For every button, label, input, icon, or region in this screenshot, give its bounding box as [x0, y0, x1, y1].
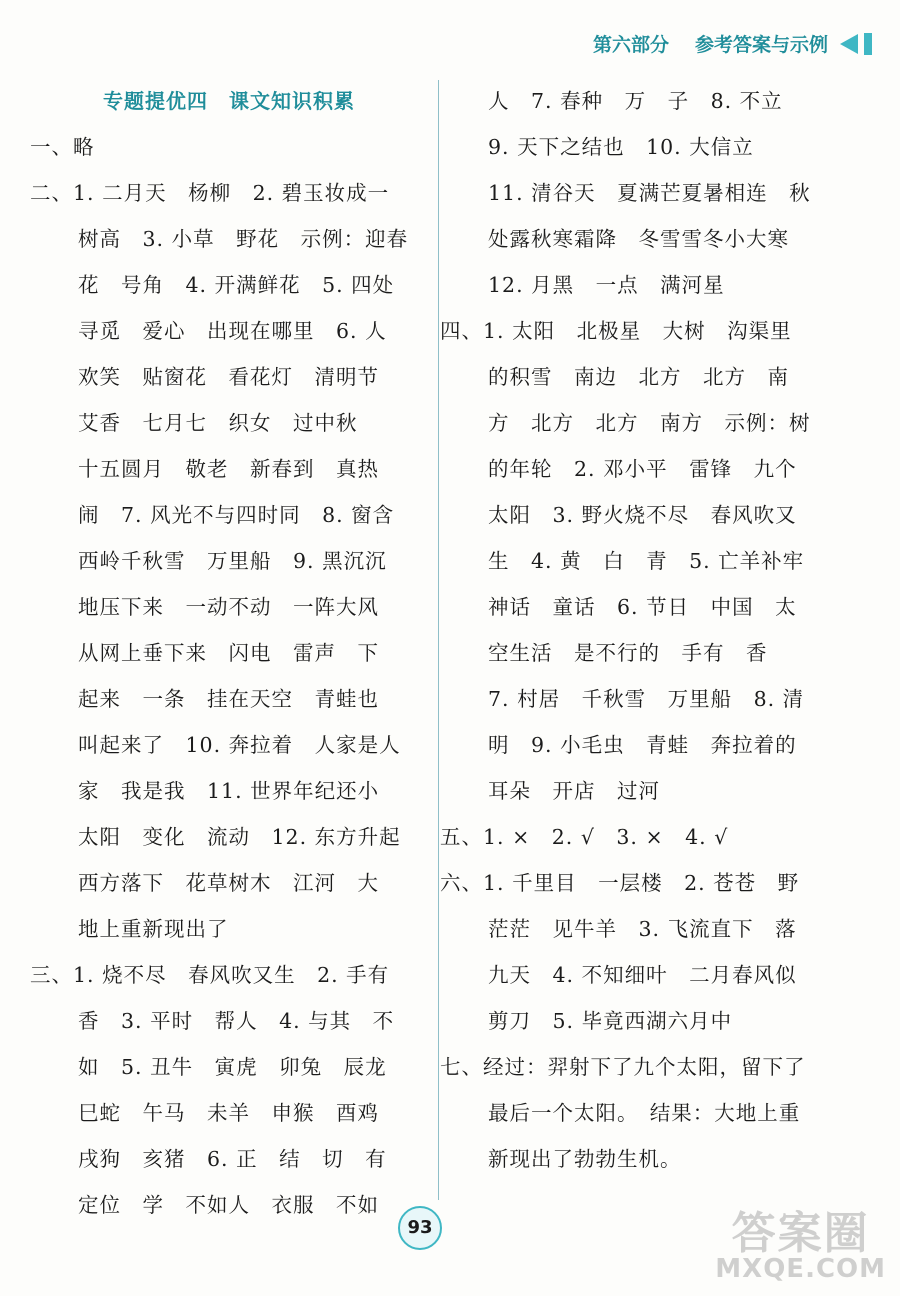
right-column [440, 78, 832, 1182]
watermark-line2: MXQE.COM [715, 1254, 886, 1284]
answer-line: 剪刀 5. 毕竟西湖六月中 [488, 1009, 733, 1033]
answer-line: 最后一个太阳。 结果：大地上重 [488, 1101, 801, 1125]
answer-line: 一、略 [30, 135, 95, 159]
answer-line: 新现出了勃勃生机。 [488, 1147, 682, 1171]
answer-line: 从网上垂下来 闪电 雷声 下 [78, 641, 379, 665]
left-answer-lines [30, 124, 428, 1228]
answer-line: 定位 学 不如人 衣服 不如 [78, 1193, 379, 1217]
left-column [30, 78, 428, 1228]
answer-line: 方 北方 北方 南方 示例：树 [488, 411, 811, 435]
answer-line: 寻觅 爱心 出现在哪里 6. 人 [78, 319, 387, 343]
header-title: 参考答案与示例 [694, 34, 828, 56]
watermark-logo [715, 1208, 886, 1284]
answer-line: 戌狗 亥猪 6. 正 结 切 有 [78, 1147, 387, 1171]
answer-line: 闹 7. 风光不与四时同 8. 窗含 [78, 503, 395, 527]
page-header [593, 30, 872, 57]
answer-line: 12. 月黑 一点 满河星 [488, 273, 725, 297]
answer-line: 的年轮 2. 邓小平 雷锋 九个 [488, 457, 797, 481]
answer-line: 五、1. × 2. √ 3. × 4. √ [440, 825, 729, 849]
answer-line: 花 号角 4. 开满鲜花 5. 四处 [78, 273, 395, 297]
answer-line: 地压下来 一动不动 一阵大风 [78, 595, 379, 619]
answer-line: 耳朵 开店 过河 [488, 779, 660, 803]
answer-line: 生 4. 黄 白 青 5. 亡羊补牢 [488, 549, 805, 573]
answer-line: 四、1. 太阳 北极星 大树 沟渠里 [440, 319, 792, 343]
answer-line: 叫起来了 10. 奔拉着 人家是人 [78, 733, 401, 757]
answer-line: 欢笑 贴窗花 看花灯 清明节 [78, 365, 379, 389]
answer-line: 11. 清谷天 夏满芒夏暑相连 秋 [488, 181, 811, 205]
answer-line: 的积雪 南边 北方 北方 南 [488, 365, 789, 389]
page-number: 93 [398, 1206, 442, 1250]
right-answer-lines [440, 78, 832, 1182]
watermark-line1: 答案圈 [731, 1208, 870, 1259]
answer-line: 家 我是我 11. 世界年纪还小 [78, 779, 380, 803]
answer-line: 太阳 3. 野火烧不尽 春风吹又 [488, 503, 797, 527]
answer-line: 香 3. 平时 帮人 4. 与其 不 [78, 1009, 395, 1033]
answer-line: 空生活 是不行的 手有 香 [488, 641, 768, 665]
answer-line: 人 7. 春种 万 子 8. 不立 [488, 89, 783, 113]
answer-line: 西岭千秋雪 万里船 9. 黑沉沉 [78, 549, 387, 573]
answer-line: 太阳 变化 流动 12. 东方升起 [78, 825, 401, 849]
answer-line: 起来 一条 挂在天空 青蛙也 [78, 687, 379, 711]
answer-line: 三、1. 烧不尽 春风吹又生 2. 手有 [30, 963, 390, 987]
answer-line: 7. 村居 千秋雪 万里船 8. 清 [488, 687, 805, 711]
answer-line: 七、经过：羿射下了九个太阳，留下了 [440, 1055, 806, 1079]
topic-title: 专题提优四 课文知识积累 [103, 89, 355, 113]
answer-line: 处露秋寒霜降 冬雪雪冬小大寒 [488, 227, 789, 251]
triangle-marker-icon [840, 34, 858, 54]
answer-line: 艾香 七月七 织女 过中秋 [78, 411, 358, 435]
header-bar-icon [864, 33, 872, 55]
answer-line: 如 5. 丑牛 寅虎 卯兔 辰龙 [78, 1055, 387, 1079]
column-divider [438, 80, 439, 1200]
answer-line: 巳蛇 午马 未羊 申猴 酉鸡 [78, 1101, 379, 1125]
answer-line: 西方落下 花草树木 江河 大 [78, 871, 379, 895]
section-label: 第六部分 [592, 34, 669, 56]
answer-line: 树高 3. 小草 野花 示例：迎春 [78, 227, 409, 251]
answer-line: 9. 天下之结也 10. 大信立 [488, 135, 754, 159]
answer-line: 九天 4. 不知细叶 二月春风似 [488, 963, 797, 987]
answer-line: 神话 童话 6. 节日 中国 太 [488, 595, 797, 619]
answer-line: 六、1. 千里目 一层楼 2. 苍苍 野 [440, 871, 800, 895]
answer-line: 十五圆月 敬老 新春到 真热 [78, 457, 379, 481]
answer-line: 茫茫 见牛羊 3. 飞流直下 落 [488, 917, 797, 941]
answer-line: 明 9. 小毛虫 青蛙 奔拉着的 [488, 733, 797, 757]
answer-line: 地上重新现出了 [78, 917, 229, 941]
answer-line: 二、1. 二月天 杨柳 2. 碧玉妆成一 [30, 181, 390, 205]
